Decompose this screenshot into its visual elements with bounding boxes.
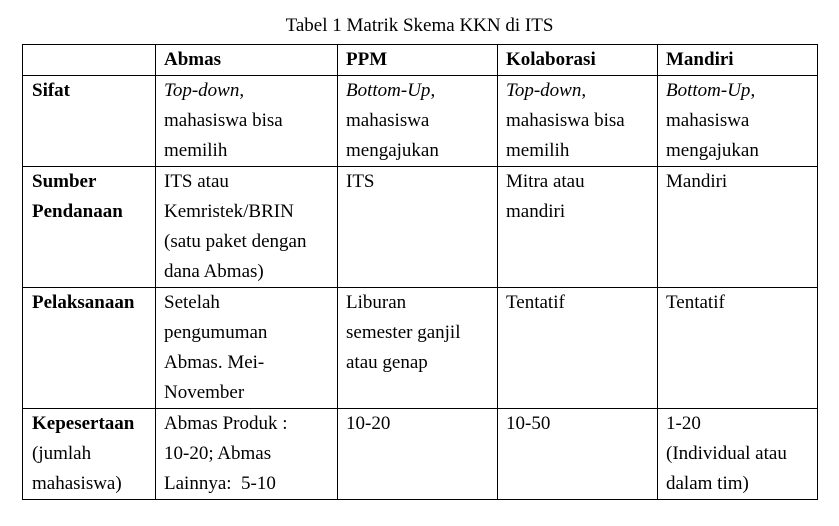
table-caption: Tabel 1 Matrik Skema KKN di ITS (285, 15, 554, 36)
cell-sumber-kolaborasi: Mitra atau mandiri (498, 167, 658, 288)
cell-kepesertaan-mandiri: 1-20 (Individual atau dalam tim) (658, 409, 818, 500)
cell-pelaksanaan-mandiri: Tentatif (658, 288, 818, 409)
cell-kepesertaan-abmas: Abmas Produk : 10-20; Abmas Lainnya: 5-10 (156, 409, 338, 500)
header-kolaborasi: Kolaborasi (498, 45, 658, 76)
cell-sifat-abmas: Top-down, mahasiswa bisa memilih (156, 76, 338, 167)
kkn-scheme-table (22, 44, 818, 500)
row-label-sifat: Sifat (23, 76, 156, 167)
cell-kepesertaan-kolaborasi: 10-50 (498, 409, 658, 500)
header-row (23, 45, 818, 76)
cell-kepesertaan-ppm: 10-20 (338, 409, 498, 500)
cell-sumber-abmas: ITS atau Kemristek/BRIN (satu paket dengan dana Abmas) (156, 167, 338, 288)
cell-sifat-ppm: Bottom-Up, mahasiswa mengajukan (338, 76, 498, 167)
header-empty-cell (23, 45, 156, 76)
cell-pelaksanaan-abmas: Setelah pengumuman Abmas. Mei- November (156, 288, 338, 409)
row-label-pelaksanaan: Pelaksanaan (23, 288, 156, 409)
row-label-sumber-pendanaan: Sumber Pendanaan (23, 167, 156, 288)
header-ppm: PPM (338, 45, 498, 76)
cell-pelaksanaan-ppm: Liburan semester ganjil atau genap (338, 288, 498, 409)
cell-sifat-kolaborasi: Top-down, mahasiswa bisa memilih (498, 76, 658, 167)
table-row-sifat (23, 76, 818, 167)
cell-sumber-mandiri: Mandiri (658, 167, 818, 288)
header-abmas: Abmas (156, 45, 338, 76)
cell-sifat-mandiri: Bottom-Up, mahasiswa mengajukan (658, 76, 818, 167)
table-row-pelaksanaan (23, 288, 818, 409)
header-mandiri: Mandiri (658, 45, 818, 76)
cell-sumber-ppm: ITS (338, 167, 498, 288)
table-row-kepesertaan (23, 409, 818, 500)
row-label-kepesertaan: Kepesertaan (jumlah mahasiswa) (23, 409, 156, 500)
cell-pelaksanaan-kolaborasi: Tentatif (498, 288, 658, 409)
table-row-sumber-pendanaan (23, 167, 818, 288)
